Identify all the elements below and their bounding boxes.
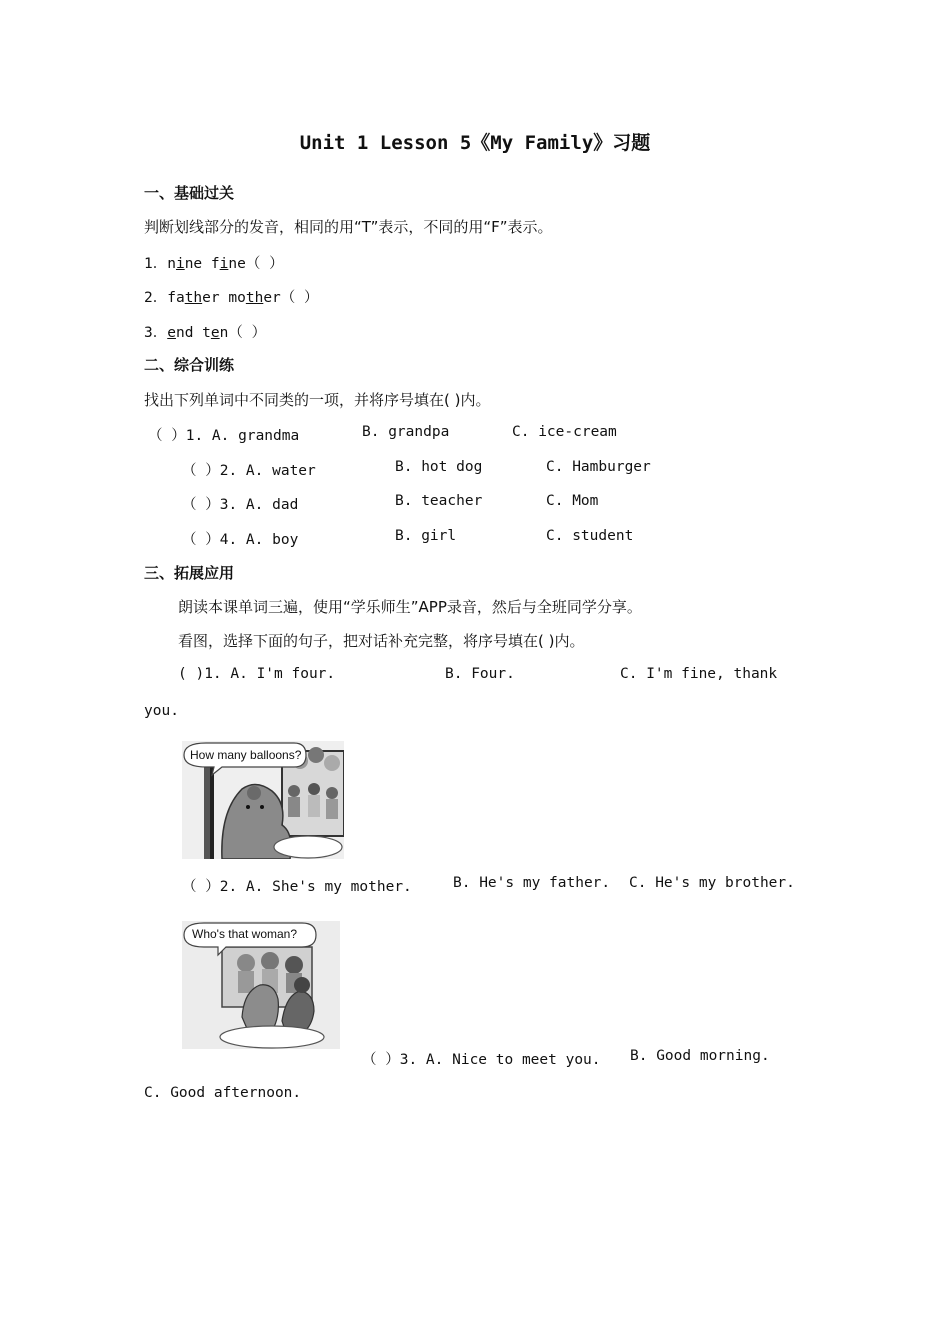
title-en: Unit 1 Lesson 5《My Family》 [299,132,613,154]
dialog-q3-tail: C. Good afternoon. [144,1085,302,1101]
dialog-q3-b: B. Good morning. [630,1048,770,1064]
title-zh: 习题 [612,132,651,154]
page-title [0,128,950,155]
dialog-q3-label: （ ）3. A. Nice to meet you. [362,1052,601,1068]
section3-heading: 三、拓展应用 [144,564,235,582]
dialog-q1-b: B. Four. [445,666,515,682]
odd-one-item-4-c: C. student [546,528,634,544]
dialog-q2-c: C. He's my brother. [629,875,795,891]
odd-one-item-2-b: B. hot dog [395,459,483,475]
dialog-q1-c: C. I'm fine, thank [620,666,778,682]
odd-one-item-1-b: B. grandpa [362,424,450,440]
section2-heading: 二、综合训练 [144,356,235,374]
dialog-q2-b: B. He's my father. [453,875,611,891]
odd-one-item-1-label: （ ）1. A. grandma [148,428,300,444]
dialog-q1-tail: you. [144,703,179,719]
woman-picture [182,921,340,1049]
pronunciation-item-1: 1．nine fine（ ） [144,256,284,272]
odd-one-item-2-c: C. Hamburger [546,459,651,475]
section3-line1: 朗读本课单词三遍，使用“学乐师生”APP录音，然后与全班同学分享。 [178,598,642,616]
odd-one-item-1-c: C. ice-cream [512,424,617,440]
pronunciation-item-2: 2．father mother（ ） [144,290,319,306]
pronunciation-item-3: 3．end ten（ ） [144,325,267,341]
section1-instruction: 判断划线部分的发音，相同的用“T”表示，不同的用“F”表示。 [144,218,553,236]
balloons-picture [182,741,344,859]
dialog-q2-label: （ ）2. A. She's my mother. [182,879,412,895]
odd-one-item-2-label: （ ）2. A. water [182,463,316,479]
section1-heading: 一、基础过关 [144,184,235,202]
odd-one-item-3-c: C. Mom [546,493,599,509]
odd-one-item-3-label: （ ）3. A. dad [182,497,299,513]
section2-instruction: 找出下列单词中不同类的一项，并将序号填在( )内。 [144,391,491,409]
odd-one-item-4-label: （ ）4. A. boy [182,532,299,548]
bubble-text-1: How many balloons? [190,748,302,762]
section3-line2: 看图，选择下面的句子，把对话补充完整，将序号填在( )内。 [178,632,585,650]
bubble-text-2: Who's that woman? [192,927,298,941]
odd-one-item-3-b: B. teacher [395,493,483,509]
dialog-q1-label: ( )1. A. I'm four. [178,666,336,682]
odd-one-item-4-b: B. girl [395,528,457,544]
